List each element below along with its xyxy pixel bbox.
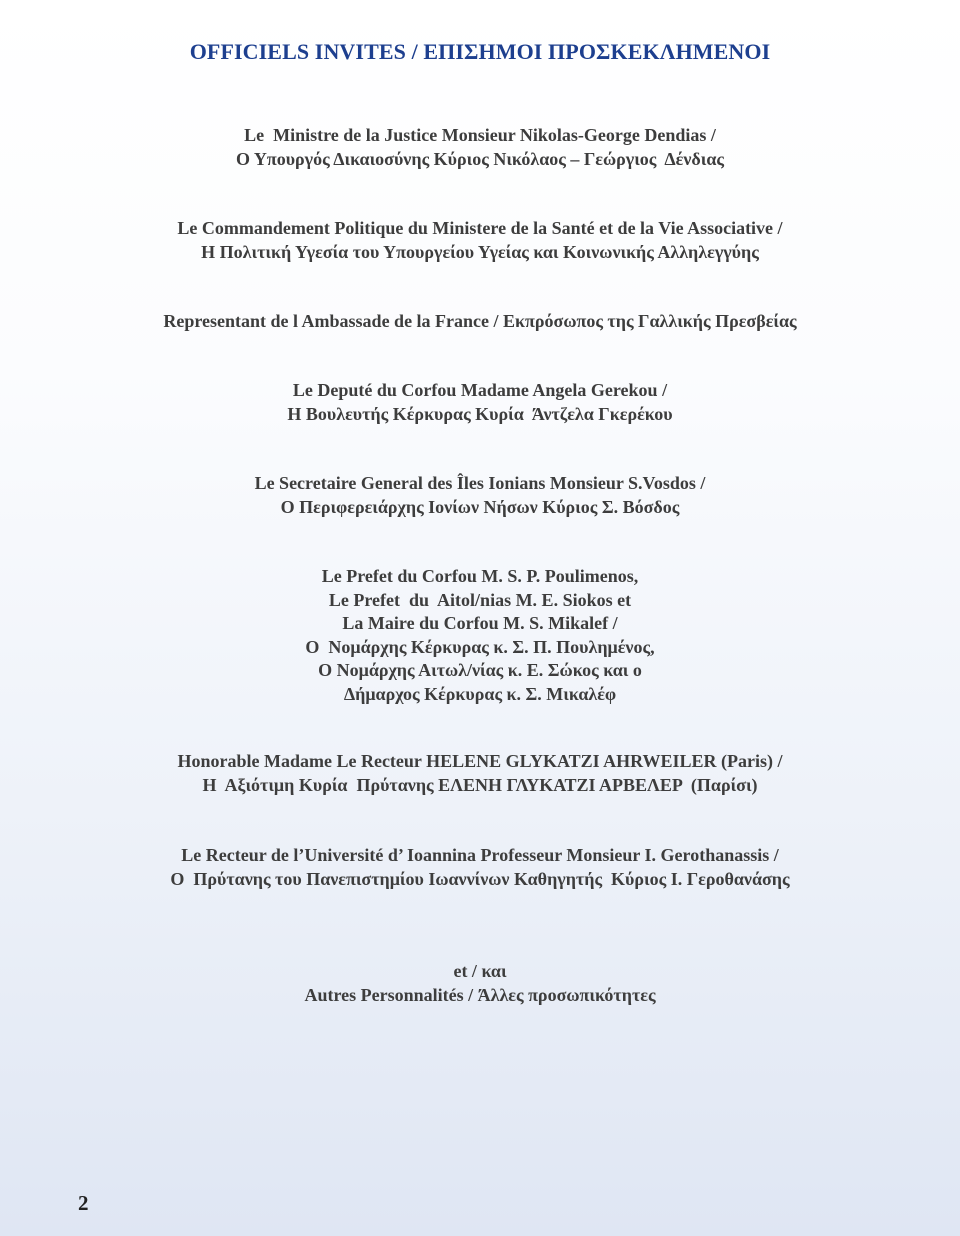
guest-line-fr: Le Recteur de l’Université d’ Ioannina Professeur Monsieur I. Gerothanassis / <box>181 845 779 865</box>
guest-line-gr: Ο Πρύτανης του Πανεπιστημίου Ιωαννίνων Καθηγητής Κύριος Ι. Γεροθανάσης <box>170 868 790 889</box>
guest-line-gr: Ο Περιφερειάρχης Ιονίων Νήσων Κύριος Σ. Βόσδος <box>280 496 680 517</box>
guest-line-fr: Le Secretaire General des Îles Ionians Monsieur S.Vosdos / <box>254 473 706 493</box>
guest-other-personalities <box>0 960 960 1007</box>
guest-french-embassy <box>0 310 960 334</box>
guest-line-fr: Honorable Madame Le Recteur HELENE GLYKATZI AHRWEILER (Paris) / <box>177 751 783 771</box>
guest-line-fr: Le Commandement Politique du Ministere de la Santé et de la Vie Associative / <box>177 218 783 238</box>
guest-line-fr: Le Ministre de la Justice Monsieur Nikolas-George Dendias / <box>244 125 716 145</box>
guest-line-fr-gr: Autres Personnalités / Άλλες προσωπικότητες <box>304 984 656 1005</box>
guest-line-fr-gr: Representant de l Ambassade de la France / Εκπρόσωπος της Γαλλικής Πρεσβείας <box>163 311 797 331</box>
guest-line-fr: Le Prefet du Corfou M. S. P. Poulimenos, <box>321 566 639 586</box>
guest-line-fr: Le Deputé du Corfou Madame Angela Gerekou / <box>292 380 668 400</box>
page-number: 2 <box>78 1191 89 1215</box>
guest-line-gr: Ο Νομάρχης Κέρκυρας κ. Σ. Π. Πουλημένος, <box>305 636 655 657</box>
guest-secretary-ionian <box>0 472 960 519</box>
guest-line-gr: Ο Υπουργός Δικαιοσύνης Κύριος Νικόλαος – Γεώργιος Δένδιας <box>236 148 724 169</box>
guest-prefects-mayor <box>0 565 960 706</box>
guest-line-gr: Η Αξιότιμη Κυρία Πρύτανης ΕΛΕΝΗ ΓΛΥΚΑΤΖΙ ΑΡΒΕΛΕΡ (Παρίσι) <box>202 774 758 795</box>
guest-minister-justice <box>0 124 960 171</box>
page-title: OFFICIELS INVITES / ΕΠΙΣΗΜΟΙ ΠΡΟΣΚΕΚΛΗΜΕΝΟΙ <box>189 38 771 64</box>
guest-deputy-corfu <box>0 379 960 426</box>
guest-line-gr: Δήμαρχος Κέρκυρας κ. Σ. Μικαλέφ <box>343 683 617 704</box>
guest-line-conjunction: et / και <box>453 961 507 981</box>
guest-rector-ioannina <box>0 844 960 891</box>
guest-line-fr: La Maire du Corfou M. S. Mikalef / <box>342 613 618 633</box>
guest-line-gr: Η Βουλευτής Κέρκυρας Κυρία Άντζελα Γκερέκου <box>287 403 673 424</box>
guest-health-ministry <box>0 217 960 264</box>
guest-rector-paris <box>0 750 960 797</box>
guest-line-gr: Η Πολιτική Υγεσία του Υπουργείου Υγείας και Κοινωνικής Αλληλεγγύης <box>201 241 759 262</box>
guest-line-gr: Ο Νομάρχης Αιτωλ/νίας κ. Ε. Σώκος και ο <box>318 660 642 680</box>
guest-line-fr: Le Prefet du Aitol/nias M. E. Siokos et <box>328 589 632 610</box>
